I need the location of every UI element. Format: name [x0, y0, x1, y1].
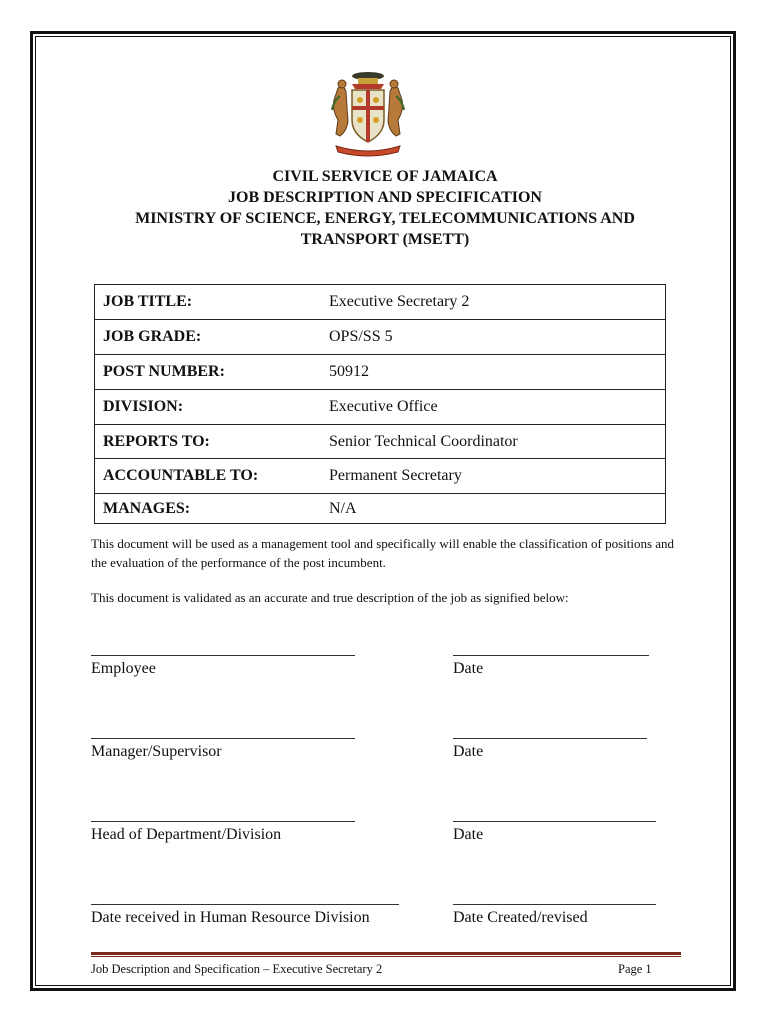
accountable-to-label: ACCOUNTABLE TO:: [95, 459, 330, 494]
employee-date-line[interactable]: [453, 655, 649, 656]
post-number-label: POST NUMBER:: [95, 355, 330, 390]
employee-label: Employee: [91, 660, 156, 677]
heading-line-2: JOB DESCRIPTION AND SPECIFICATION: [228, 189, 542, 206]
employee-signature-line[interactable]: [91, 655, 355, 656]
post-number-value: 50912: [329, 355, 666, 390]
footer-rule-thin: [91, 956, 681, 957]
head-label: Head of Department/Division: [91, 826, 282, 843]
job-details-table: [94, 284, 666, 524]
job-grade-value: OPS/SS 5: [329, 320, 666, 355]
table-row: [95, 320, 666, 355]
date-created-line[interactable]: [453, 904, 656, 905]
footer-rule: [91, 952, 681, 955]
job-grade-label: JOB GRADE:: [95, 320, 330, 355]
date-label-1: Date: [453, 660, 484, 677]
hr-received-line[interactable]: [91, 904, 399, 905]
table-row: [95, 285, 666, 320]
table-row: [95, 390, 666, 425]
date-label-3: Date: [453, 826, 484, 843]
manager-signature-line[interactable]: [91, 738, 355, 739]
hr-received-label: Date received in Human Resource Division: [91, 909, 370, 926]
job-title-label: JOB TITLE:: [95, 285, 330, 320]
division-value: Executive Office: [329, 390, 666, 425]
reports-to-value: Senior Technical Coordinator: [329, 425, 666, 459]
manages-label: MANAGES:: [95, 494, 330, 524]
heading-line-4: TRANSPORT (MSETT): [300, 231, 470, 248]
manager-label: Manager/Supervisor: [91, 743, 222, 760]
reports-to-label: REPORTS TO:: [95, 425, 330, 459]
job-title-value: Executive Secretary 2: [329, 285, 666, 320]
table-row: [95, 425, 666, 459]
purpose-paragraph: This document will be used as a management tool and specifically will enable the classification of positions and the evaluation of the performance of the post incumbent.: [91, 536, 675, 570]
table-row: [95, 494, 666, 524]
accountable-to-value: Permanent Secretary: [329, 459, 666, 494]
table-row: [95, 355, 666, 390]
head-signature-line[interactable]: [91, 821, 355, 822]
division-label: DIVISION:: [95, 390, 330, 425]
table-row: [95, 459, 666, 494]
heading-line-3: MINISTRY OF SCIENCE, ENERGY, TELECOMMUNICATIONS AND: [135, 210, 635, 227]
page-number: Page 1: [618, 962, 652, 976]
validation-paragraph: This document is validated as an accurate and true description of the job as signified below:: [91, 590, 569, 605]
date-label-2: Date: [453, 743, 484, 760]
footer-title: Job Description and Specification – Executive Secretary 2: [91, 962, 383, 976]
manager-date-line[interactable]: [453, 738, 647, 739]
date-created-label: Date Created/revised: [453, 909, 588, 926]
manages-value: N/A: [329, 494, 666, 524]
head-date-line[interactable]: [453, 821, 656, 822]
document-heading: [40, 166, 730, 250]
heading-line-1: CIVIL SERVICE OF JAMAICA: [272, 168, 498, 185]
jamaica-coat-of-arms-icon: [322, 66, 414, 158]
